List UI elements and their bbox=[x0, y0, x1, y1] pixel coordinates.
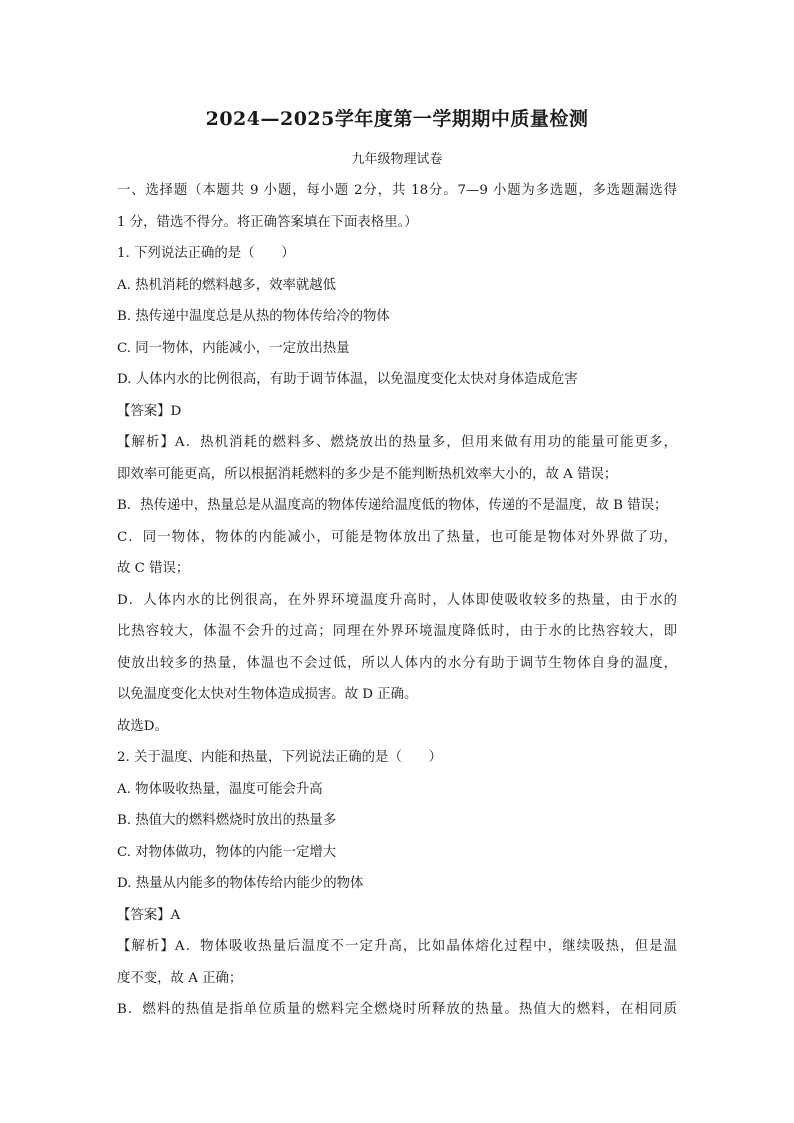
question-1-analysis-line: 使放出较多的热量，体温也不会过低，所以人体内的水分有助于调节生物体自身的温度， bbox=[117, 655, 677, 671]
question-2-stem: 2. 关于温度、内能和热量，下列说法正确的是（ ） bbox=[117, 750, 443, 765]
question-1-conclusion: 故选D。 bbox=[117, 718, 168, 734]
question-1-option-c: C. 同一物体，内能减小，一定放出热量 bbox=[117, 340, 350, 356]
question-1-stem: 1. 下列说法正确的是（ ） bbox=[117, 246, 295, 261]
question-1-option-d: D. 人体内水的比例很高，有助于调节体温，以免温度变化太快对身体造成危害 bbox=[117, 372, 578, 387]
question-2-analysis-line: 度不变，故 A 正确； bbox=[117, 970, 243, 986]
page-title: 2024—2025学年度第一学期期中质量检测 bbox=[205, 108, 589, 130]
section-heading-line-1: 一、选择题（本题共 9 小题，每小题 2分，共 18分。7—9 小题为多选题，多选题漏选得 bbox=[117, 183, 677, 198]
question-2-option-d: D. 热量从内能多的物体传给内能少的物体 bbox=[117, 876, 364, 891]
question-2-analysis-line: 【解析】A．物体吸收热量后温度不一定升高，比如晶体熔化过程中，继续吸热，但是温 bbox=[117, 939, 677, 954]
question-1-option-a: A. 热机消耗的燃料越多，效率就越低 bbox=[117, 277, 337, 293]
document-body bbox=[117, 175, 677, 1026]
question-1-analysis-line: D．人体内水的比例很高，在外界环境温度升高时，人体即使吸收较多的热量，由于水的 bbox=[117, 592, 677, 608]
question-1-answer: 【答案】D bbox=[117, 403, 182, 419]
question-2-answer: 【答案】A bbox=[117, 907, 181, 923]
question-1-analysis-line: 【解析】A．热机消耗的燃料多、燃烧放出的热量多，但用来做有用功的能量可能更多， bbox=[117, 435, 677, 450]
question-1-analysis-line: 故 C 错误； bbox=[117, 561, 190, 576]
question-1-analysis-line: C．同一物体，物体的内能减小，可能是物体放出了热量，也可能是物体对外界做了功， bbox=[117, 529, 677, 545]
section-heading-line-2: 1 分，错选不得分。将正确答案填在下面表格里。） bbox=[117, 214, 418, 230]
question-1-analysis-line: 比热容较大，体温不会升的过高；同理在外界环境温度降低时，由于水的比热容较大，即 bbox=[117, 624, 677, 639]
question-1-analysis-line: 即效率可能更高，所以根据消耗燃料的多少是不能判断热机效率大小的，故 A 错误； bbox=[117, 466, 618, 482]
question-1-analysis-line: B．热传递中，热量总是从温度高的物体传递给温度低的物体，传递的不是温度，故 B 错误； bbox=[117, 498, 668, 513]
question-2-option-c: C. 对物体做功，物体的内能一定增大 bbox=[117, 844, 337, 860]
page-subtitle: 九年级物理试卷 bbox=[351, 152, 443, 167]
question-1-option-b: B. 热传递中温度总是从热的物体传给冷的物体 bbox=[117, 309, 390, 324]
question-2-option-b: B. 热值大的燃料燃烧时放出的热量多 bbox=[117, 813, 337, 828]
question-2-analysis-line: B．燃料的热值是指单位质量的燃料完全燃烧时所释放的热量。热值大的燃料，在相同质 bbox=[117, 1002, 677, 1017]
question-1-analysis-line: 以免温度变化太快对生物体造成损害。故 D 正确。 bbox=[117, 687, 418, 702]
question-2-option-a: A. 物体吸收热量，温度可能会升高 bbox=[117, 781, 323, 797]
